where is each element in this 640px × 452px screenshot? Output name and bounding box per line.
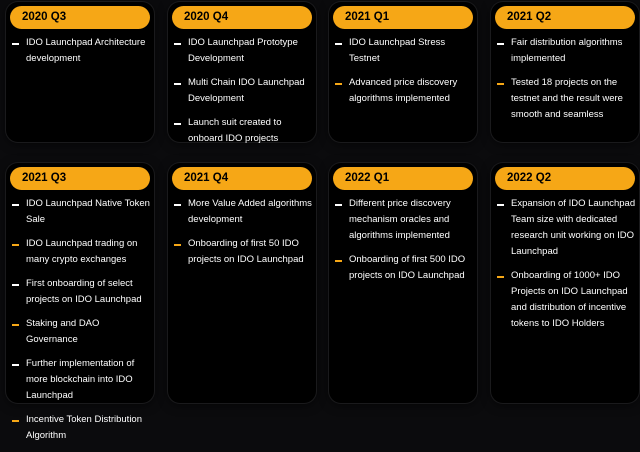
milestone-text: IDO Launchpad trading on many crypto exchanges <box>26 238 138 265</box>
roadmap-card <box>168 163 316 403</box>
milestone-text: IDO Launchpad Stress Testnet <box>349 37 446 64</box>
dash-bullet-icon <box>497 83 504 85</box>
dash-bullet-icon <box>174 43 181 45</box>
milestone-item <box>10 35 152 67</box>
dash-bullet-icon <box>335 43 342 45</box>
milestone-text: Onboarding of 1000+ IDO Projects on IDO Launchpad and distribution of incentive tokens to IDO Holders <box>511 270 628 329</box>
card-title: 2022 Q1 <box>333 167 473 190</box>
dash-bullet-icon <box>497 204 504 206</box>
milestone-item <box>333 252 475 284</box>
milestone-list <box>495 35 637 131</box>
milestone-text: IDO Launchpad Native Token Sale <box>26 198 150 225</box>
card-title: 2022 Q2 <box>495 167 635 190</box>
dash-bullet-icon <box>12 284 19 286</box>
dash-bullet-icon <box>12 43 19 45</box>
milestone-text: Staking and DAO Governance <box>26 318 100 345</box>
card-title: 2021 Q4 <box>172 167 312 190</box>
card-title: 2021 Q1 <box>333 6 473 29</box>
dash-bullet-icon <box>12 204 19 206</box>
roadmap-card <box>6 2 154 142</box>
milestone-list <box>172 35 314 155</box>
milestone-item <box>172 236 314 268</box>
roadmap-card <box>6 163 154 441</box>
roadmap-card <box>329 2 477 142</box>
milestone-item <box>333 35 475 67</box>
milestone-item <box>333 196 475 244</box>
roadmap-card <box>168 2 316 142</box>
milestone-text: IDO Launchpad Prototype Development <box>188 37 298 64</box>
milestone-text: Further implementation of more blockchain into IDO Launchpad <box>26 358 135 401</box>
milestone-text: Advanced price discovery algorithms implemented <box>349 77 458 104</box>
milestone-list <box>333 196 475 292</box>
roadmap-card <box>491 2 639 142</box>
dash-bullet-icon <box>12 364 19 366</box>
milestone-text: Onboarding of first 50 IDO projects on IDO Launchpad <box>188 238 304 265</box>
milestone-list <box>10 35 152 75</box>
milestone-item <box>495 35 637 67</box>
milestone-text: Tested 18 projects on the testnet and the result were smooth and seamless <box>511 77 623 120</box>
dash-bullet-icon <box>12 324 19 326</box>
dash-bullet-icon <box>12 420 19 422</box>
milestone-text: Incentive Token Distribution Algorithm <box>26 414 142 441</box>
card-title: 2021 Q3 <box>10 167 150 190</box>
milestone-text: Onboarding of first 500 IDO projects on IDO Launchpad <box>349 254 466 281</box>
dash-bullet-icon <box>174 123 181 125</box>
milestone-item <box>172 115 314 147</box>
card-title: 2020 Q4 <box>172 6 312 29</box>
milestone-item <box>10 276 152 308</box>
dash-bullet-icon <box>497 43 504 45</box>
milestone-list <box>172 196 314 276</box>
card-title: 2021 Q2 <box>495 6 635 29</box>
milestone-item <box>495 268 637 332</box>
milestone-item <box>10 236 152 268</box>
roadmap-card <box>491 163 639 403</box>
milestone-item <box>172 196 314 228</box>
milestone-item <box>495 75 637 123</box>
milestone-item <box>333 75 475 107</box>
milestone-list <box>495 196 637 340</box>
milestone-list <box>333 35 475 115</box>
milestone-text: Different price discovery mechanism oracles and algorithms implemented <box>349 198 451 241</box>
milestone-text: Launch suit created to onboard IDO projects <box>188 117 282 144</box>
dash-bullet-icon <box>12 244 19 246</box>
dash-bullet-icon <box>174 244 181 246</box>
milestone-text: More Value Added algorithms development <box>188 198 312 225</box>
milestone-item <box>10 316 152 348</box>
milestone-text: Fair distribution algorithms implemented <box>511 37 623 64</box>
milestone-list <box>10 196 152 452</box>
roadmap-card <box>329 163 477 403</box>
milestone-text: Multi Chain IDO Launchpad Development <box>188 77 305 104</box>
milestone-item <box>495 196 637 260</box>
milestone-item <box>172 75 314 107</box>
dash-bullet-icon <box>335 83 342 85</box>
dash-bullet-icon <box>174 204 181 206</box>
milestone-item <box>172 35 314 67</box>
dash-bullet-icon <box>335 204 342 206</box>
dash-bullet-icon <box>497 276 504 278</box>
milestone-text: Expansion of IDO Launchpad Team size with dedicated research unit working on IDO Launchpad <box>511 198 636 257</box>
milestone-item <box>10 356 152 404</box>
dash-bullet-icon <box>335 260 342 262</box>
milestone-item <box>10 196 152 228</box>
dash-bullet-icon <box>174 83 181 85</box>
card-title: 2020 Q3 <box>10 6 150 29</box>
milestone-text: IDO Launchpad Architecture development <box>26 37 146 64</box>
milestone-item <box>10 412 152 444</box>
milestone-text: First onboarding of select projects on IDO Launchpad <box>26 278 142 305</box>
